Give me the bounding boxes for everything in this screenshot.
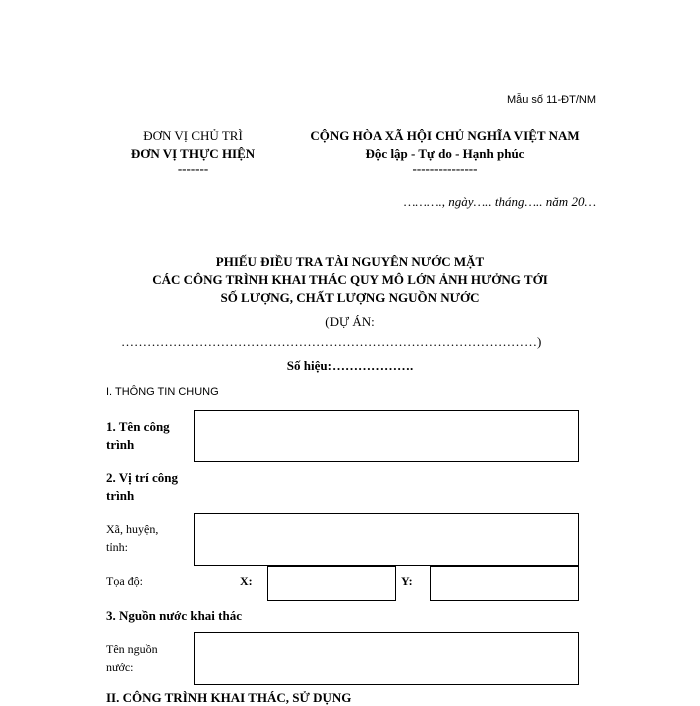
title-line-3: SỐ LƯỢNG, CHẤT LƯỢNG NGUỒN NƯỚC <box>220 290 480 305</box>
commune-label-line1: Xã, huyện, <box>106 522 159 536</box>
serial-number: Số hiệu:………………. <box>286 358 414 373</box>
x-coordinate-input[interactable] <box>267 566 396 601</box>
work-name-label <box>106 418 170 454</box>
section-works: II. CÔNG TRÌNH KHAI THÁC, SỬ DỤNG <box>106 690 352 705</box>
water-source-heading: 3. Nguồn nước khai thác <box>106 608 242 623</box>
work-name-input[interactable] <box>194 410 579 462</box>
left-header <box>100 127 286 175</box>
commune-label <box>106 520 158 556</box>
source-name-label-line1: Tên nguồn <box>106 642 158 656</box>
executor-label: ĐƠN VỊ THỰC HIỆN <box>130 146 256 161</box>
title-line-1: PHIẾU ĐIỀU TRA TÀI NGUYÊN NƯỚC MẶT <box>215 254 485 269</box>
location-label-line2: trình <box>106 488 135 503</box>
work-name-label-line2: trình <box>106 437 135 452</box>
y-coordinate-input[interactable] <box>430 566 579 601</box>
location-label <box>106 469 178 505</box>
location-label-line1: 2. Vị trí công <box>106 470 178 485</box>
form-code: Mẫu số 11-ĐT/NM <box>506 94 596 106</box>
source-name-label-line2: nước: <box>106 660 134 674</box>
left-header-divider: ------- <box>177 161 209 176</box>
organizer-label: ĐƠN VỊ CHỦ TRÌ <box>143 128 243 143</box>
source-name-label <box>106 640 158 676</box>
coordinates-label: Tọa độ: <box>106 574 143 588</box>
section-general-info: I. THÔNG TIN CHUNG <box>106 386 219 398</box>
source-name-input[interactable] <box>194 632 579 685</box>
project-label: (DỰ ÁN: <box>325 314 375 329</box>
national-header <box>290 127 600 175</box>
national-header-divider: --------------- <box>412 161 478 176</box>
commune-input[interactable] <box>194 513 579 566</box>
date-line: ………., ngày….. tháng….. năm 20… <box>403 194 596 209</box>
x-label: X: <box>240 574 253 588</box>
y-label: Y: <box>401 574 413 588</box>
work-name-label-line1: 1. Tên công <box>106 419 170 434</box>
project-dots: ……………………………………………………………………………………) <box>121 334 542 349</box>
commune-label-line2: tỉnh: <box>106 540 129 554</box>
document-title <box>100 253 600 307</box>
motto: Độc lập - Tự do - Hạnh phúc <box>365 146 525 161</box>
title-line-2: CÁC CÔNG TRÌNH KHAI THÁC QUY MÔ LỚN ẢNH HƯỞNG TỚI <box>152 272 548 287</box>
country-name: CỘNG HÒA XÃ HỘI CHỦ NGHĨA VIỆT NAM <box>310 128 580 143</box>
